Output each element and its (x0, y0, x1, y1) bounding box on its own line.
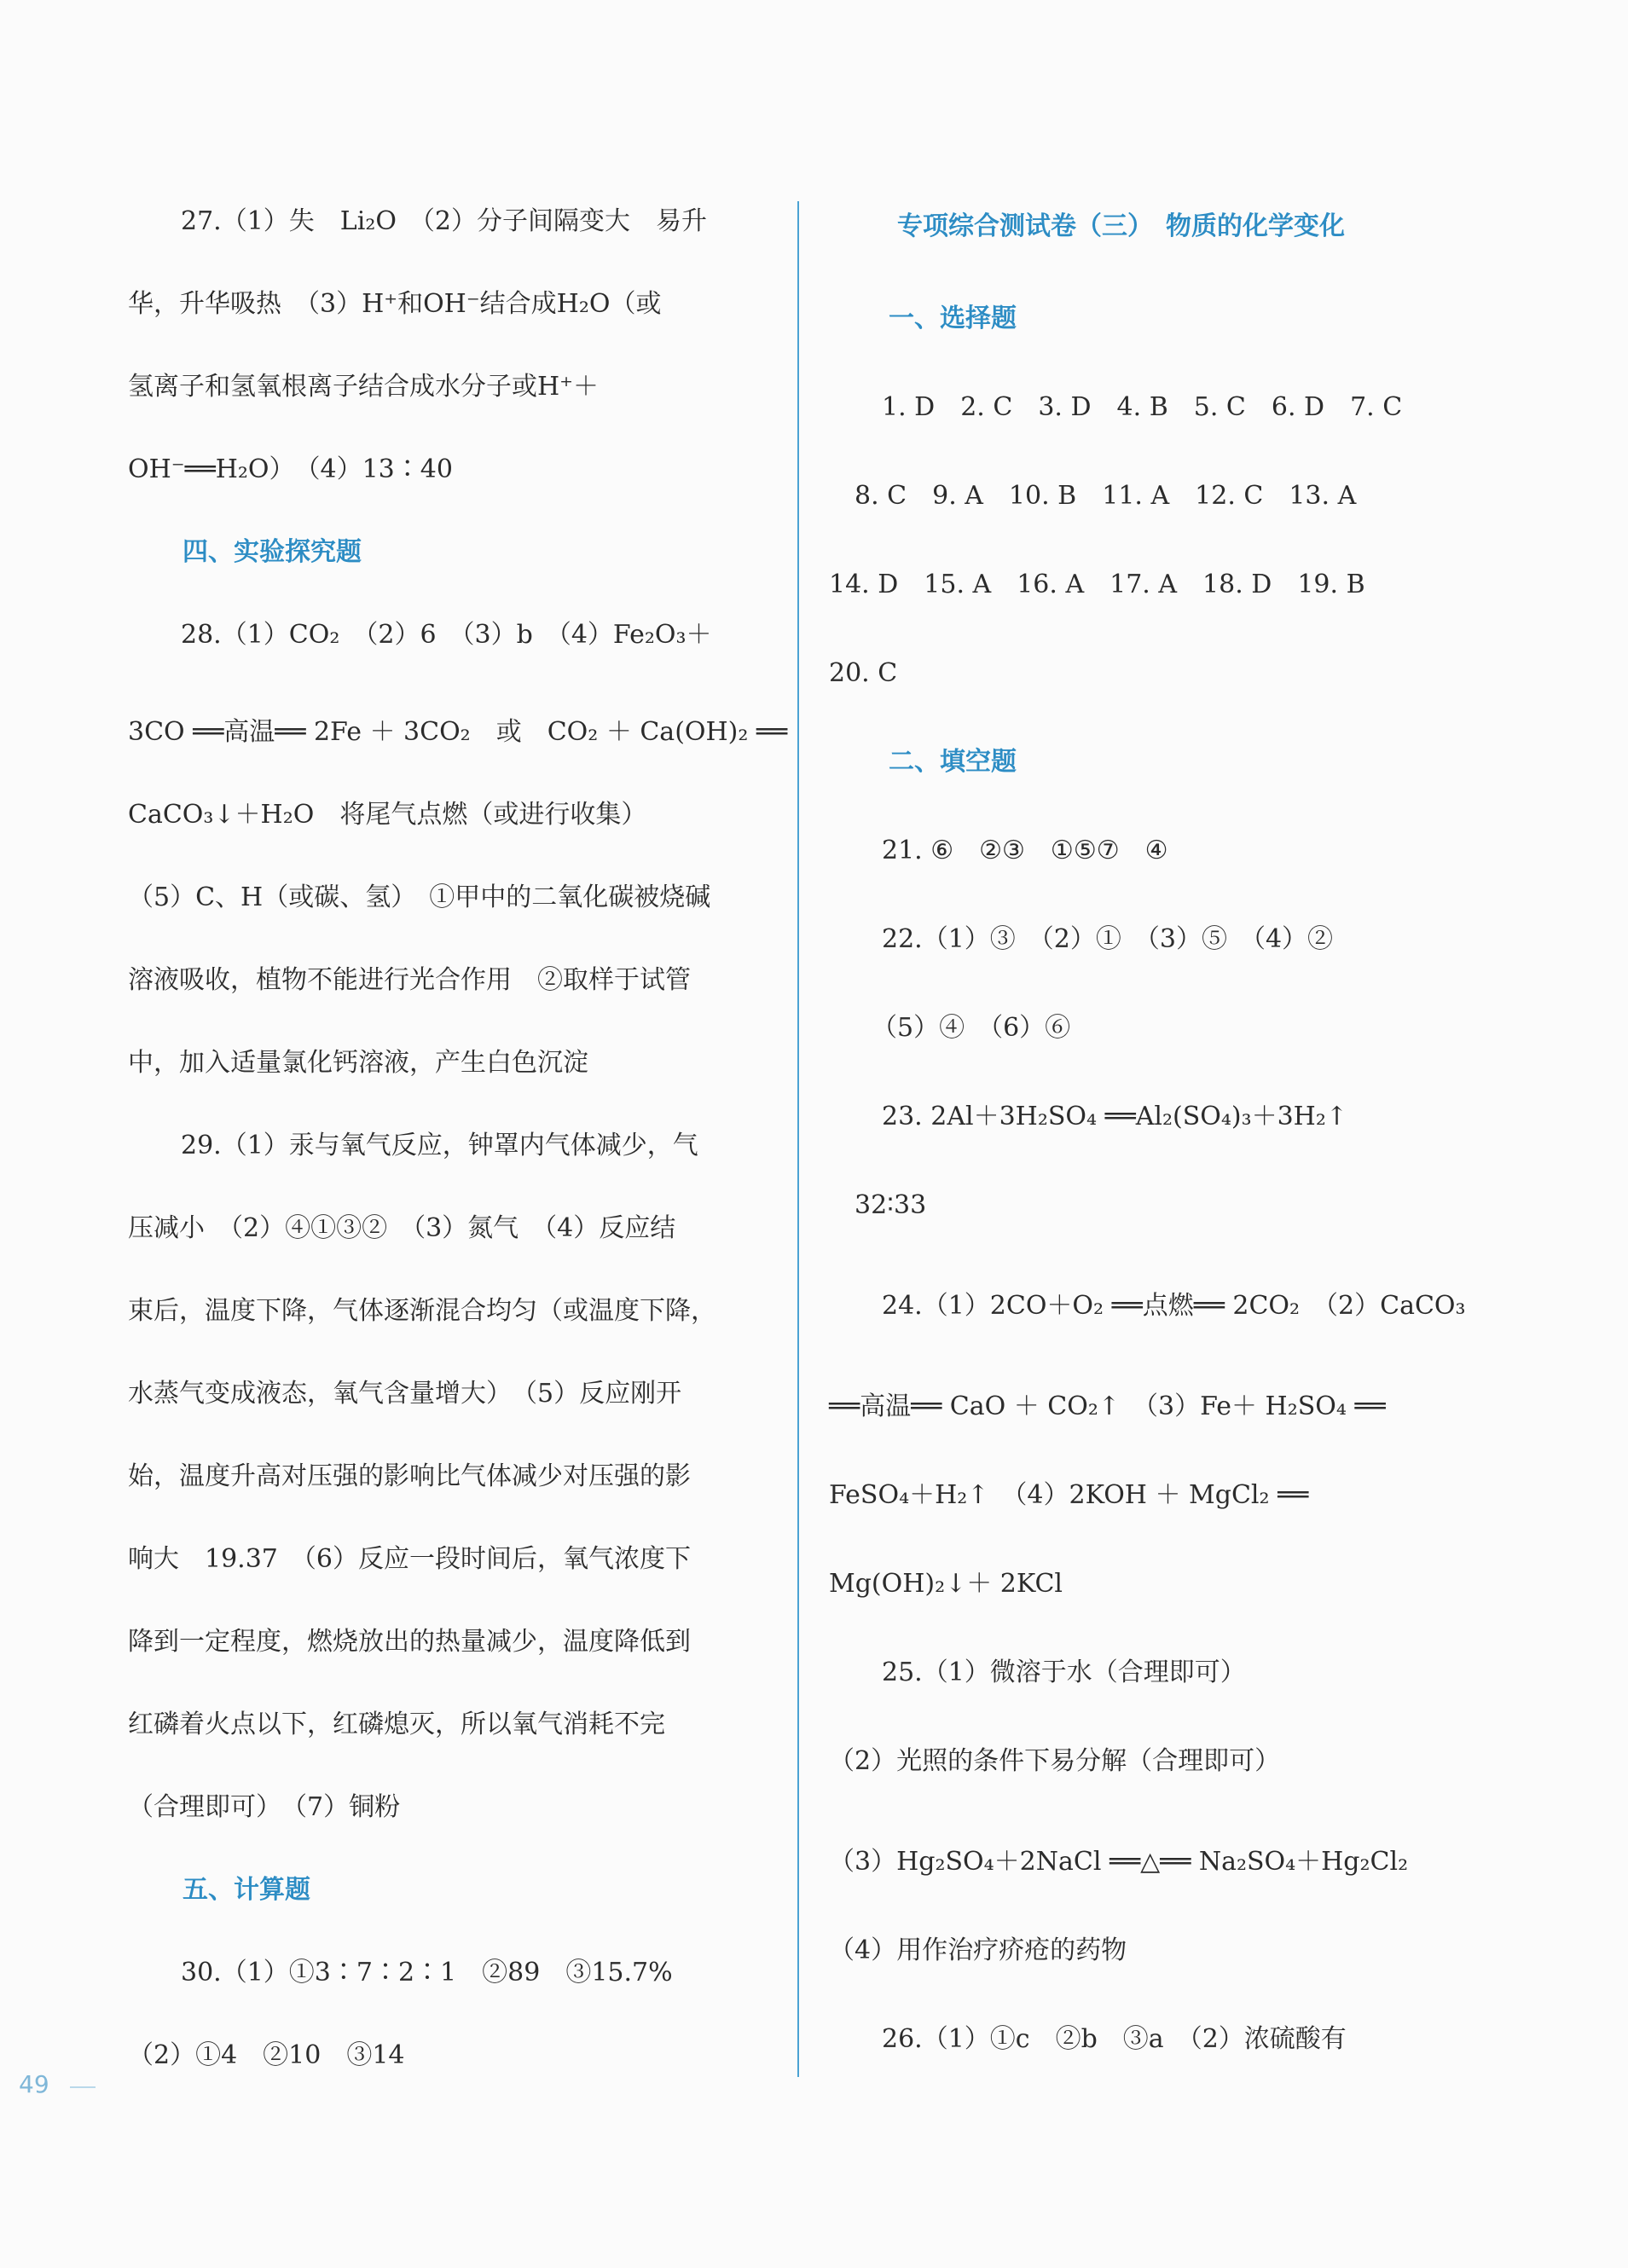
q28-line-4: （5）C、H（或碳、氢） ①甲中的二氧化碳被烧碱 (128, 882, 711, 912)
q27-line-2: 华，升华吸热 （3）H⁺和OH⁻结合成H₂O（或 (128, 289, 662, 319)
page-number-dash (70, 2086, 96, 2088)
q29-line-3: 束后，温度下降，气体逐渐混合均匀（或温度下降， (128, 1296, 716, 1326)
q24-line-3: FeSO₄＋H₂↑ （4）2KOH ＋ MgCl₂ ══ (829, 1480, 1309, 1510)
test-title: 专项综合测试卷（三） 物质的化学变化 (897, 211, 1345, 241)
q29-line-5: 始，温度升高对压强的影响比气体减少对压强的影 (128, 1461, 691, 1491)
q25-line-2: （2）光照的条件下易分解（合理即可） (829, 1746, 1281, 1776)
section-title-choice: 一、选择题 (889, 304, 1017, 333)
mc-line-3: 14. D 15. A 16. A 17. A 18. D 19. B (829, 570, 1365, 599)
q25-line-3: （3）Hg₂SO₄＋2NaCl ══△══ Na₂SO₄＋Hg₂Cl₂ (829, 1847, 1409, 1877)
q29-line-1: 29.（1）汞与氧气反应，钟罩内气体减少，气 (181, 1131, 698, 1160)
section-title-calculation: 五、计算题 (182, 1875, 310, 1905)
q25-line-4: （4）用作治疗疥疮的药物 (829, 1935, 1127, 1965)
q28-line-2: 3CO ══高温══ 2Fe ＋ 3CO₂ 或 CO₂ ＋ Ca(OH)₂ ══ (128, 717, 788, 747)
q29-line-6: 响大 19.37 （6）反应一段时间后，氧气浓度下 (128, 1544, 691, 1574)
q24-line-1: 24.（1）2CO＋O₂ ══点燃══ 2CO₂ （2）CaCO₃ (882, 1291, 1466, 1321)
page-number: 49 (19, 2070, 49, 2098)
q30-line-1: 30.（1）①3∶7∶2∶1 ②89 ③15.7% (181, 1958, 673, 1987)
q27-line-4: OH⁻══H₂O） （4）13∶40 (128, 454, 453, 484)
q28-line-5: 溶液吸收，植物不能进行光合作用 ②取样于试管 (128, 965, 691, 995)
q22-line-2: （5）④ （6）⑥ (872, 1013, 1071, 1043)
q28-line-1: 28.（1）CO₂ （2）6 （3）b （4）Fe₂O₃＋ (181, 620, 712, 650)
q24-line-2: ══高温══ CaO ＋ CO₂↑ （3）Fe＋ H₂SO₄ ══ (829, 1391, 1386, 1421)
q23-line-2: 32∶33 (855, 1190, 927, 1220)
mc-line-2: 8. C 9. A 10. B 11. A 12. C 13. A (855, 481, 1357, 511)
q22-line-1: 22.（1）③ （2）① （3）⑤ （4）② (882, 924, 1334, 954)
q28-line-6: 中，加入适量氯化钙溶液，产生白色沉淀 (128, 1048, 588, 1078)
section-title-fill: 二、填空题 (889, 747, 1017, 777)
q21: 21. ⑥ ②③ ①⑤⑦ ④ (882, 836, 1168, 865)
q27-line-1: 27.（1）失 Li₂O （2）分子间隔变大 易升 (181, 206, 708, 236)
q24-line-4: Mg(OH)₂↓＋ 2KCl (829, 1569, 1063, 1599)
q29-line-4: 水蒸气变成液态，氧气含量增大） （5）反应刚开 (128, 1379, 682, 1409)
q29-line-8: 红磷着火点以下，红磷熄灭，所以氧气消耗不完 (128, 1710, 665, 1739)
q26-line-1: 26.（1）①c ②b ③a （2）浓硫酸有 (882, 2024, 1347, 2054)
column-divider (797, 201, 799, 2077)
q25-line-1: 25.（1）微溶于水（合理即可） (882, 1658, 1246, 1687)
q29-line-7: 降到一定程度，燃烧放出的热量减少，温度降低到 (128, 1627, 691, 1657)
q29-line-2: 压减小 （2）④①③② （3）氮气 （4）反应结 (128, 1213, 676, 1243)
q23-line-1: 23. 2Al＋3H₂SO₄ ══Al₂(SO₄)₃＋3H₂↑ (882, 1102, 1348, 1131)
mc-line-4: 20. C (829, 658, 898, 688)
q30-line-2: （2）①4 ②10 ③14 (128, 2040, 405, 2070)
section-title-experiment: 四、实验探究题 (182, 537, 362, 567)
mc-line-1: 1. D 2. C 3. D 4. B 5. C 6. D 7. C (882, 392, 1403, 422)
q29-line-9: （合理即可） （7）铜粉 (128, 1792, 401, 1822)
q27-line-3: 氢离子和氢氧根离子结合成水分子或H⁺＋ (128, 372, 599, 402)
q28-line-3: CaCO₃↓＋H₂O 将尾气点燃（或进行收集） (128, 800, 647, 830)
